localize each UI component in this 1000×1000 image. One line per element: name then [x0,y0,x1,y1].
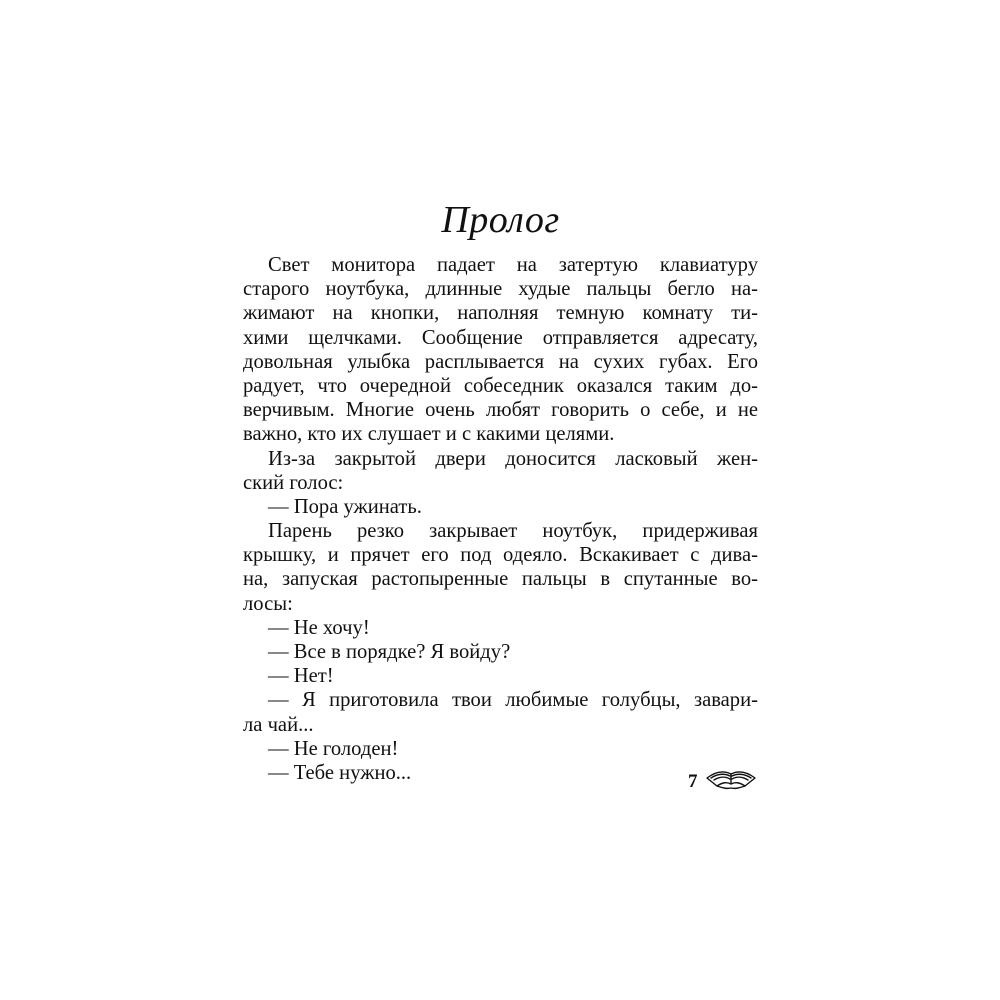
text-line: на, запуская растопыренные пальцы в спутанные во- [243,568,758,591]
text-line: Из-за закрытой двери доносится ласковый жен- [268,447,758,470]
page-number: 7 [688,771,698,792]
text-line: верчивым. Многие очень любят говорить о себе, и не [243,399,758,422]
chapter-title: Пролог [441,199,560,241]
text-line: Свет монитора падает на затертую клавиатуру [268,254,758,276]
text-line: — Не голоден! [268,737,399,760]
text-line: — Пора ужинать. [268,495,422,518]
text-line: крышку, и прячет его под одеяло. Вскакивает с дива- [243,544,758,567]
chapter-body [243,253,758,785]
text-line: ский голос: [243,471,344,494]
text-line: ла чай... [243,713,314,736]
text-line: довольная улыбка расплывается на сухих губах. Его [243,350,758,373]
text-line: — Тебе нужно... [268,761,412,784]
text-line: — Все в порядке? Я войду? [268,641,511,663]
open-book-icon [705,764,757,792]
text-line: жимают на кнопки, наполняя темную комнату ти- [243,302,758,325]
text-line: — Не хочу! [268,616,370,639]
text-line: хими щелчками. Сообщение отправляется адресату, [243,326,758,349]
text-line: — Нет! [268,665,334,688]
text-line: радует, что очередной собеседник оказался таким до- [243,374,758,397]
text-line: важно, кто их слушает и с какими целями. [243,423,615,446]
text-line: Парень резко закрывает ноутбук, придерживая [268,520,758,543]
text-line: лосы: [243,592,293,615]
text-line: старого ноутбука, длинные худые пальцы бегло на- [243,278,758,301]
text-line: — Я приготовила твои любимые голубцы, завари- [268,689,758,712]
